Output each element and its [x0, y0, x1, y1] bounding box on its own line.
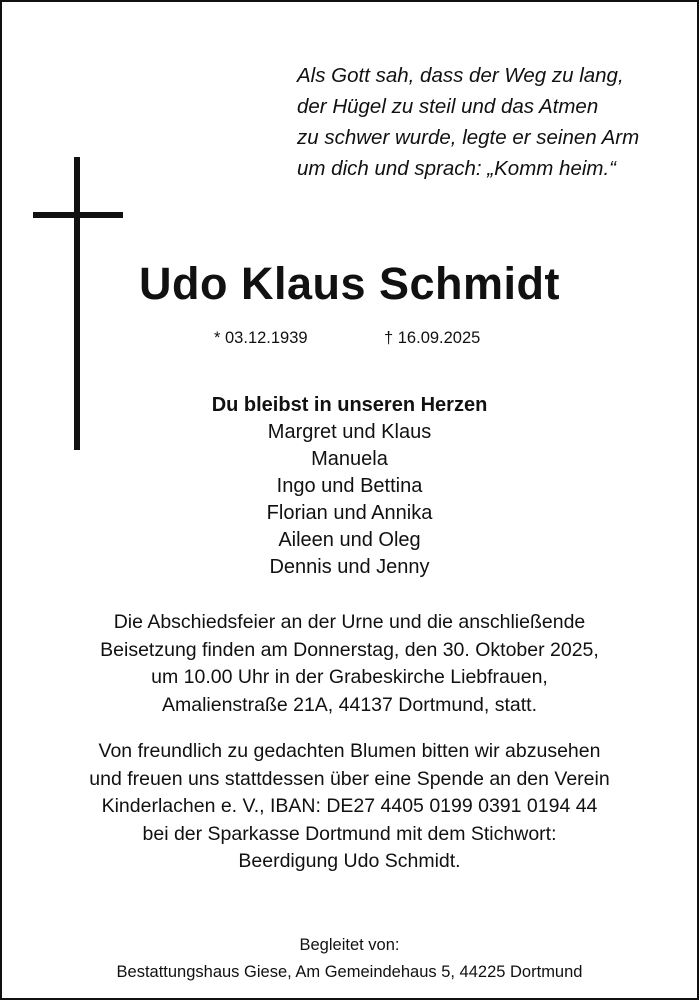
- family-member: Dennis und Jenny: [269, 556, 430, 578]
- donation-line: und freuen uns stattdessen über eine Spende an den Verein: [89, 767, 610, 790]
- family-member: Florian und Annika: [266, 502, 433, 524]
- ceremony-line: um 10.00 Uhr in der Grabeskirche Liebfrauen,: [151, 666, 548, 688]
- donation-info: [0, 738, 699, 876]
- deceased-name-text: Udo Klaus Schmidt: [138, 258, 561, 309]
- donation-line: Beerdigung Udo Schmidt.: [238, 850, 461, 872]
- cross-horizontal-bar: [33, 212, 123, 218]
- ceremony-line: Die Abschiedsfeier an der Urne und die anschließende: [113, 611, 586, 633]
- family-member: Ingo und Bettina: [276, 475, 423, 497]
- death-date: † 16.09.2025: [384, 329, 481, 347]
- family-member: Aileen und Oleg: [278, 529, 421, 551]
- donation-line: Von freundlich zu gedachten Blumen bitten wir abzusehen: [98, 740, 601, 762]
- footer-label: Begleitet von:: [299, 936, 400, 954]
- poem-line: zu schwer wurde, legte er seinen Arm: [297, 126, 640, 149]
- family-member: Manuela: [311, 448, 388, 470]
- family-heading: Du bleibst in unseren Herzen: [211, 394, 488, 416]
- footer: [0, 932, 699, 986]
- donation-line: Kinderlachen e. V., IBAN: DE27 4405 0199 0391 0194 44: [101, 795, 598, 817]
- poem-line: Als Gott sah, dass der Weg zu lang,: [297, 64, 624, 87]
- ceremony-info: [0, 609, 699, 719]
- ceremony-line: Amalienstraße 21A, 44137 Dortmund, statt.: [161, 693, 538, 716]
- poem: [297, 60, 677, 184]
- poem-line: um dich und sprach: „Komm heim.“: [297, 157, 617, 180]
- funeral-home: Bestattungshaus Giese, Am Gemeindehaus 5, 44225 Dortmund: [116, 963, 583, 981]
- poem-line: der Hügel zu steil und das Atmen: [297, 95, 599, 118]
- ceremony-line: Beisetzung finden am Donnerstag, den 30. Oktober 2025,: [100, 638, 599, 661]
- birth-date: * 03.12.1939: [214, 329, 308, 347]
- family-member: Margret und Klaus: [267, 421, 432, 443]
- deceased-name: [0, 258, 699, 310]
- donation-line: bei der Sparkasse Dortmund mit dem Stichwort:: [142, 822, 557, 845]
- family-block: [0, 392, 699, 581]
